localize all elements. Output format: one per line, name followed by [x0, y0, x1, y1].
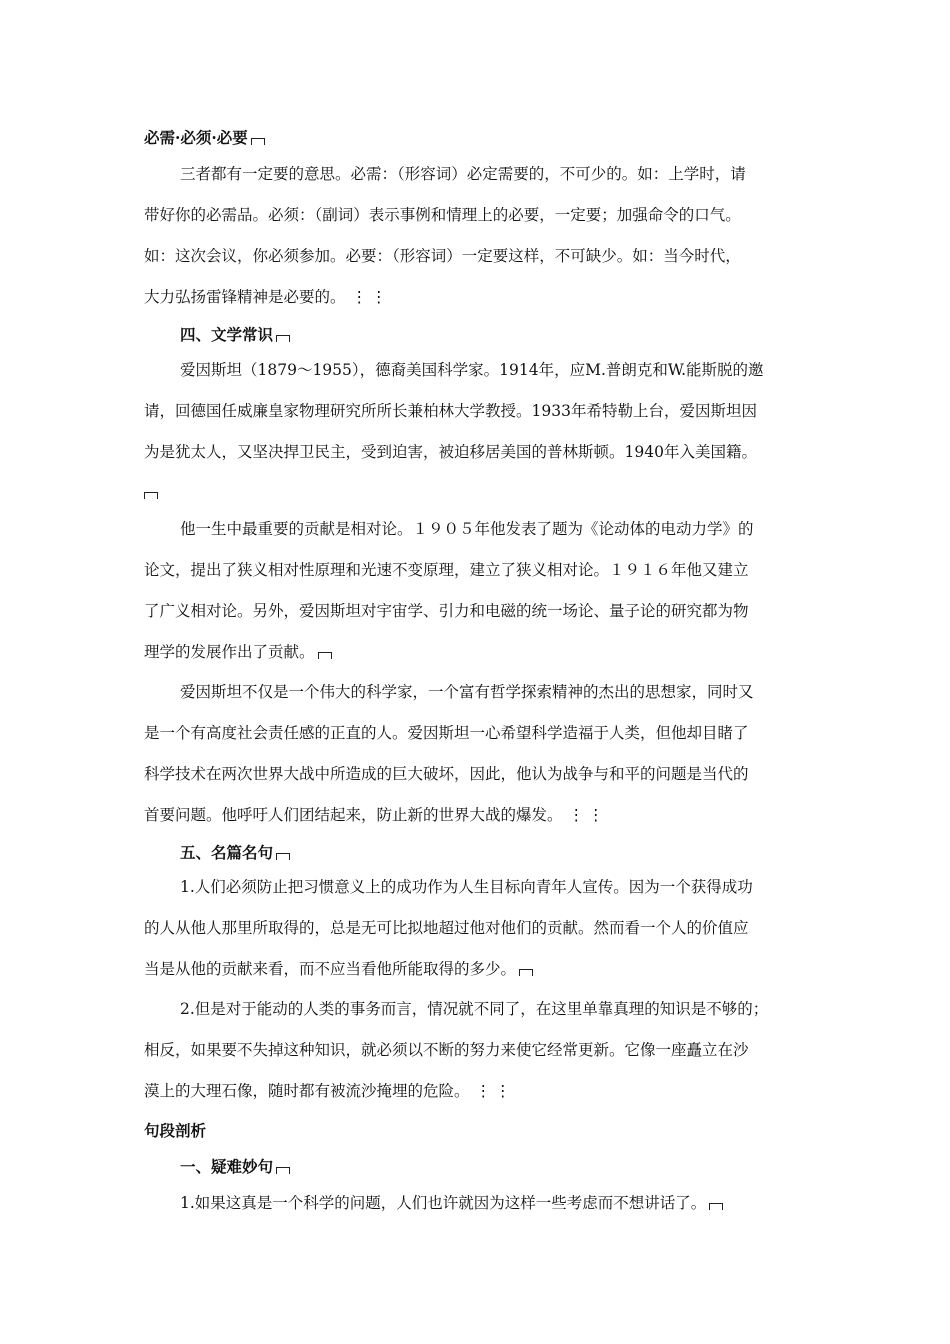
ellipsis-mark: ⋮⋮ — [568, 806, 608, 824]
paragraph-mark-icon — [276, 853, 290, 860]
text-line: 相反，如果要不失掉这种知识，就必须以不断的努力来使它经常更新。它像一座矗立在沙 — [144, 1041, 749, 1059]
text-line: 请，回德国任威廉皇家物理研究所所长兼柏林大学教授。1933年希特勒上台，爱因斯坦因 — [144, 402, 757, 420]
text-line: 2.但是对于能动的人类的事务而言，情况就不同了，在这里单靠真理的知识是不够的； — [180, 1000, 769, 1018]
text-line: 首要问题。他呼吁人们团结起来，防止新的世界大战的爆发。 ⋮⋮ — [144, 806, 608, 824]
text-line: 当是从他的贡献来看，而不应当看他所能取得的多少。 — [144, 959, 533, 979]
paragraph-mark-icon — [519, 969, 533, 976]
text-line: 三者都有一定要的意思。必需：（形容词）必定需要的，不可少的。如：上学时，请 — [180, 165, 746, 183]
text-line: 了广义相对论。另外，爱因斯坦对宇宙学、引力和电磁的统一场论、量子论的研究都为物 — [144, 602, 749, 620]
text-line: 爱因斯坦（1879～1955），德裔美国科学家。1914年，应M.普朗克和W.能斯脱的邀 — [180, 361, 764, 379]
text-line: 1.如果这真是一个科学的问题，人们也许就因为这样一些考虑而不想讲话了。 — [180, 1193, 723, 1213]
heading-sentence-analysis: 句段剖析 — [144, 1121, 207, 1140]
text-line: 大力弘扬雷锋精神是必要的。 ⋮⋮ — [144, 288, 391, 306]
text-line: 1.人们必须防止把习惯意义上的成功作为人生目标向青年人宣传。因为一个获得成功 — [180, 878, 753, 896]
paragraph-mark-icon — [144, 492, 158, 499]
paragraph-mark-icon — [276, 1167, 290, 1174]
text-line: 带好你的必需品。必须：（副词）表示事例和情理上的必要，一定要；加强命令的口气。 — [144, 206, 741, 224]
paragraph-mark-icon — [251, 138, 265, 145]
text-line: 的人从他人那里所取得的，总是无可比拟地超过他对他们的贡献。然而看一个人的价值应 — [144, 919, 749, 937]
paragraph-mark-line — [144, 482, 158, 502]
text-line: 为是犹太人，又坚决捍卫民主，受到迫害，被迫移居美国的普林斯顿。1940年入美国籍。 — [144, 443, 757, 461]
ellipsis-mark: ⋮⋮ — [475, 1082, 515, 1100]
text-line: 科学技术在两次世界大战中所造成的巨大破坏，因此，他认为战争与和平的问题是当代的 — [144, 765, 749, 783]
text-line: 理学的发展作出了贡献。 — [144, 642, 332, 662]
text-line: 论文，提出了狭义相对性原理和光速不变原理，建立了狭义相对论。１９１６年他又建立 — [144, 561, 749, 579]
text-line: 是一个有高度社会责任感的正直的人。爱因斯坦一心希望科学造福于人类，但他却目睹了 — [144, 724, 749, 742]
paragraph-mark-icon — [318, 652, 332, 659]
ellipsis-mark: ⋮⋮ — [351, 288, 391, 306]
heading-famous-quotes: 五、名篇名句 — [180, 843, 290, 863]
paragraph-mark-icon — [709, 1203, 723, 1210]
text-line: 爱因斯坦不仅是一个伟大的科学家，一个富有哲学探索精神的杰出的思想家，同时又 — [180, 683, 754, 701]
heading-literature: 四、文学常识 — [180, 325, 290, 345]
paragraph-mark-icon — [276, 335, 290, 342]
text-line: 他一生中最重要的贡献是相对论。１９０５年他发表了题为《论动体的电动力学》的 — [180, 520, 754, 538]
text-line: 漠上的大理石像，随时都有被流沙掩埋的危险。 ⋮⋮ — [144, 1082, 515, 1100]
text-line: 如：这次会议，你必须参加。必要：（形容词）一定要这样，不可缺少。如：当今时代， — [144, 247, 741, 265]
heading-bixu: 必需·必须·必要 — [144, 128, 265, 148]
heading-difficult-sentences: 一、疑难妙句 — [180, 1157, 290, 1177]
